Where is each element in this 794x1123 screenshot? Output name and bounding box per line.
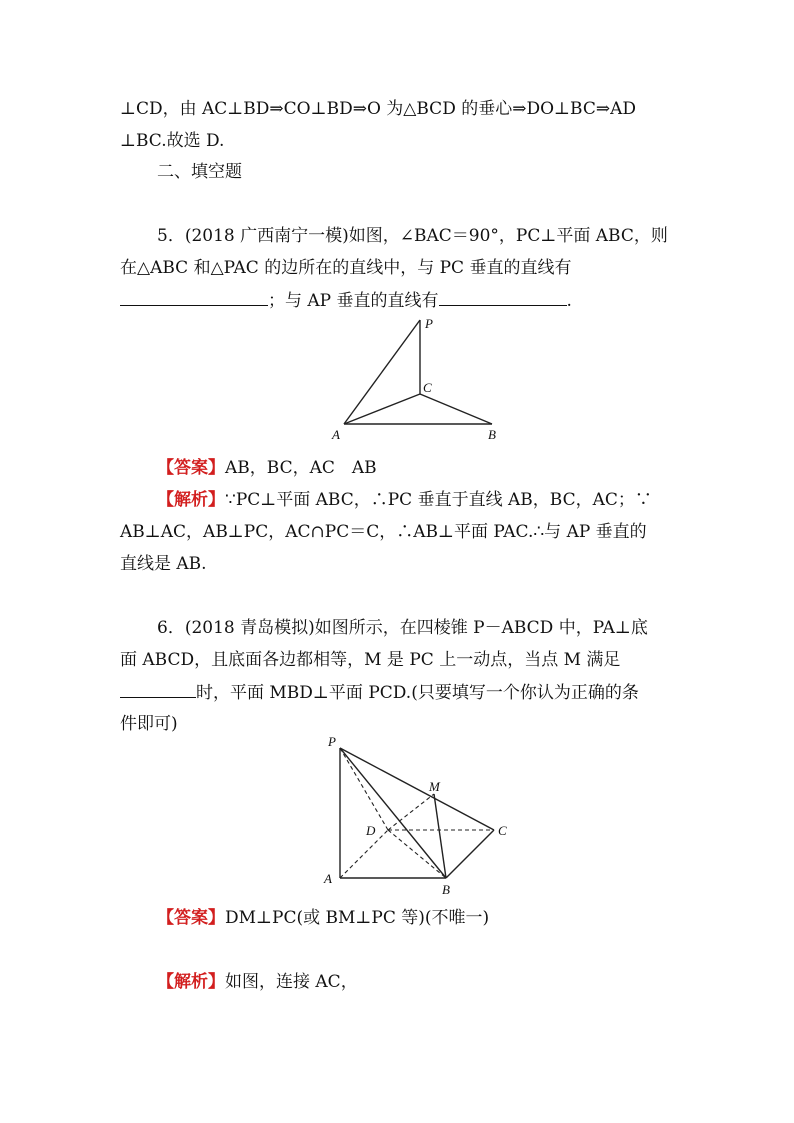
- q6-figure: [318, 734, 518, 898]
- q6-line-3-tail: 时，平面 MBD⊥平面 PCD.(只要填写一个你认为正确的条: [196, 683, 639, 703]
- prev-solution-line-2: ⊥BC.故选 D.: [120, 131, 225, 151]
- q5-label-c: C: [423, 380, 432, 395]
- q6-analysis: [157, 970, 358, 994]
- q6-edge-bc: [446, 830, 494, 878]
- q5-analysis-tag: 【解析】: [157, 490, 225, 510]
- q6-answer: [157, 906, 489, 930]
- q6-line-3: [120, 680, 639, 705]
- q5-analysis-line-1: [157, 488, 652, 512]
- q5-blank-1: [120, 288, 268, 306]
- q6-label-p: P: [328, 734, 336, 749]
- prev-solution-line-1: ⊥CD，由 AC⊥BD⇒CO⊥BD⇒O 为△BCD 的垂心⇒DO⊥BC⇒AD: [120, 99, 636, 119]
- q5-analysis-line-3: 直线是 AB.: [120, 554, 207, 574]
- q5-line-1: 5．(2018 广西南宁一模)如图，∠BAC＝90°，PC⊥平面 ABC，则: [157, 226, 668, 246]
- q6-label-b: B: [442, 882, 450, 897]
- q6-line-1: 6．(2018 青岛模拟)如图所示，在四棱锥 P－ABCD 中，PA⊥底: [157, 618, 648, 638]
- q6-edge-ad: [340, 830, 388, 878]
- q6-label-m: M: [429, 779, 440, 794]
- q6-edge-dm: [388, 794, 434, 830]
- q6-answer-tag: 【答案】: [157, 908, 225, 928]
- q5-label-b: B: [488, 427, 496, 442]
- q5-figure: [320, 312, 520, 447]
- q5-analysis-line-2: AB⊥AC，AB⊥PC，AC∩PC＝C，∴AB⊥平面 PAC.∴与 AP 垂直的: [120, 522, 647, 542]
- q5-answer: [157, 456, 377, 480]
- q6-edge-db: [388, 830, 446, 878]
- section-heading: 二、填空题: [157, 162, 242, 182]
- q5-line-2: 在△ABC 和△PAC 的边所在的直线中，与 PC 垂直的直线有: [120, 258, 572, 278]
- q6-line-2: 面 ABCD，且底面各边都相等，M 是 PC 上一动点，当点 M 满足: [120, 650, 621, 670]
- q5-answer-tag: 【答案】: [157, 458, 225, 478]
- q6-analysis-tag: 【解析】: [157, 972, 225, 992]
- q6-line-4: 件即可): [120, 714, 178, 734]
- q5-label-p: P: [425, 316, 433, 331]
- q5-line-3-end: .: [566, 291, 572, 311]
- q6-label-c: C: [498, 823, 507, 838]
- q6-label-d: D: [366, 823, 376, 838]
- q5-edge-cb: [420, 394, 492, 424]
- q6-blank: [120, 680, 196, 698]
- q5-line-3: [120, 288, 572, 313]
- q5-blank-2: [439, 288, 567, 306]
- q6-analysis-text: 如图，连接 AC，: [225, 972, 358, 992]
- q5-line-3-mid: ；与 AP 垂直的直线有: [268, 291, 439, 311]
- q6-label-a: A: [324, 871, 332, 886]
- q5-answer-text: AB，BC，AC AB: [225, 458, 377, 478]
- q6-answer-text: DM⊥PC(或 BM⊥PC 等)(不唯一): [225, 908, 490, 928]
- q6-edge-pc: [340, 748, 494, 830]
- q6-edge-pb: [340, 748, 446, 878]
- q5-label-a: A: [332, 427, 340, 442]
- q5-analysis-text-1: ∵PC⊥平面 ABC，∴PC 垂直于直线 AB，BC，AC；∵: [225, 490, 652, 510]
